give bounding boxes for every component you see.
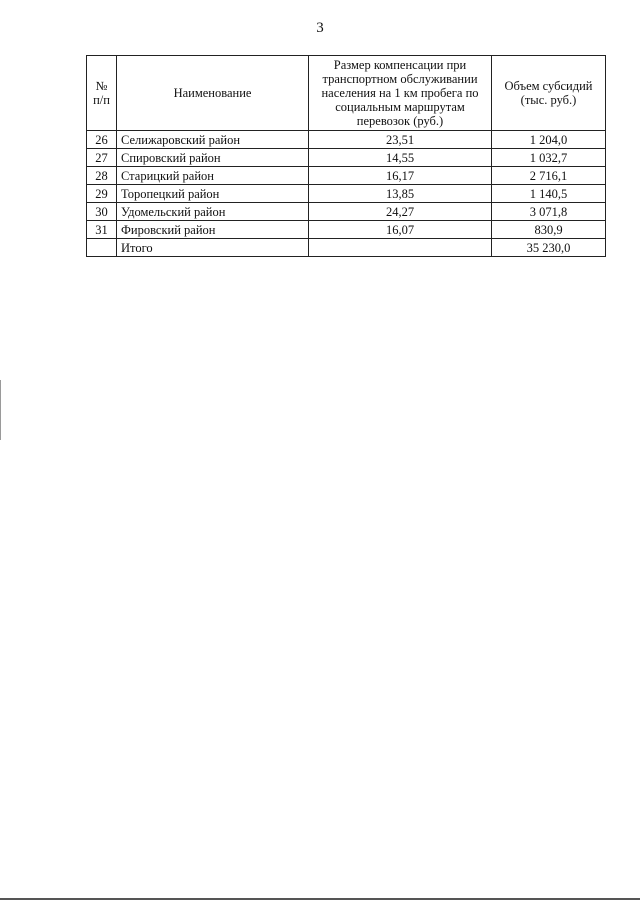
row-number: 30 (87, 203, 117, 221)
header-number: № п/п (87, 56, 117, 131)
row-number: 27 (87, 149, 117, 167)
table-row (87, 167, 606, 185)
row-number: 31 (87, 221, 117, 239)
row-compensation: 14,55 (309, 149, 492, 167)
scan-edge-left (0, 380, 1, 440)
subsidy-table (86, 55, 606, 257)
table-row (87, 185, 606, 203)
row-compensation: 16,07 (309, 221, 492, 239)
row-number: 26 (87, 131, 117, 149)
row-name: Старицкий район (117, 167, 309, 185)
table-row (87, 221, 606, 239)
scan-edge-bottom (0, 898, 640, 900)
total-compensation (309, 239, 492, 257)
row-name: Торопецкий район (117, 185, 309, 203)
row-volume: 1 204,0 (492, 131, 606, 149)
row-compensation: 16,17 (309, 167, 492, 185)
row-number: 29 (87, 185, 117, 203)
total-label: Итого (117, 239, 309, 257)
table-row (87, 203, 606, 221)
row-compensation: 13,85 (309, 185, 492, 203)
header-compensation: Размер компенсации при транспортном обслуживании населения на 1 км пробега по социальным маршрутам перевозок (руб.) (309, 56, 492, 131)
row-compensation: 24,27 (309, 203, 492, 221)
row-name: Спировский район (117, 149, 309, 167)
header-subsidy-volume: Объем субсидий (тыс. руб.) (492, 56, 606, 131)
row-name: Селижаровский район (117, 131, 309, 149)
total-volume: 35 230,0 (492, 239, 606, 257)
row-compensation: 23,51 (309, 131, 492, 149)
row-volume: 830,9 (492, 221, 606, 239)
table-header-row (87, 56, 606, 131)
table-row (87, 131, 606, 149)
table-total-row (87, 239, 606, 257)
row-name: Удомельский район (117, 203, 309, 221)
row-volume: 2 716,1 (492, 167, 606, 185)
row-number: 28 (87, 167, 117, 185)
row-name: Фировский район (117, 221, 309, 239)
header-name: Наименование (117, 56, 309, 131)
row-volume: 1 032,7 (492, 149, 606, 167)
row-volume: 1 140,5 (492, 185, 606, 203)
total-number (87, 239, 117, 257)
table-row (87, 149, 606, 167)
row-volume: 3 071,8 (492, 203, 606, 221)
page-number: 3 (316, 20, 324, 36)
